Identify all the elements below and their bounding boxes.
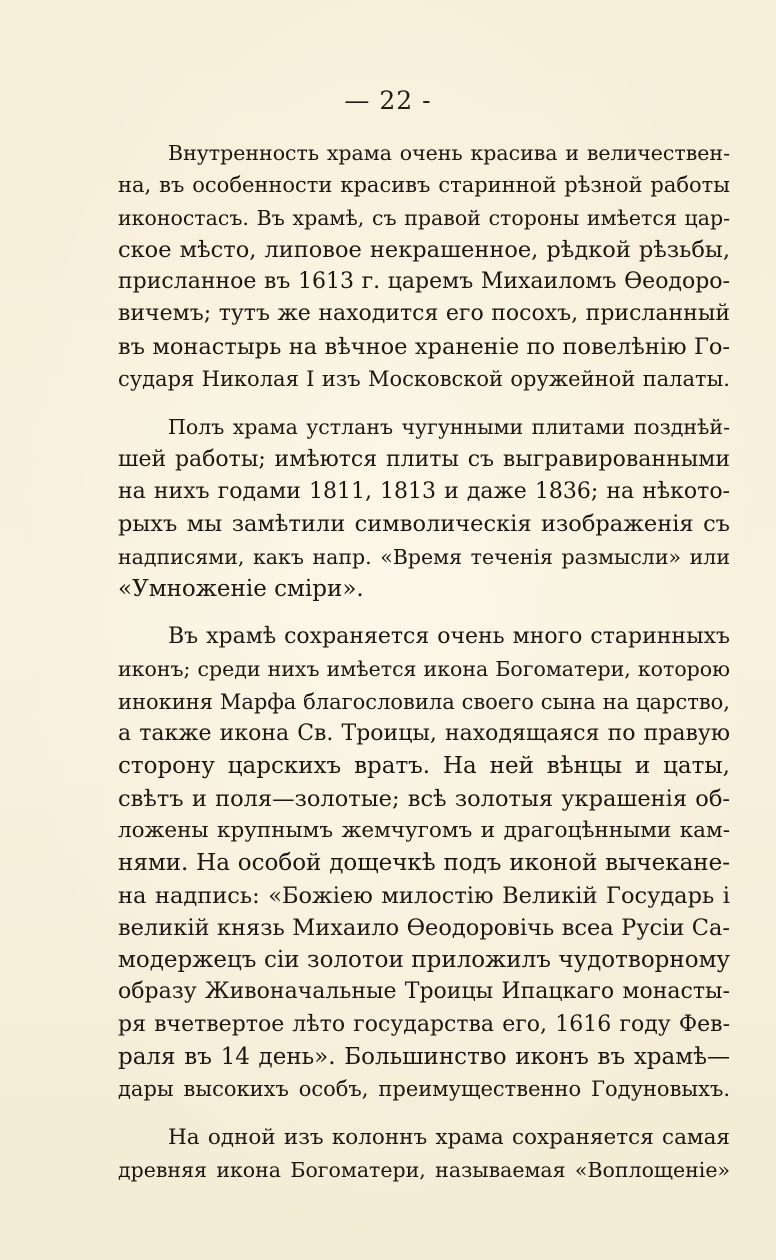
text-line: дары высокихъ особъ, преимущественно Годуновыхъ. — [118, 1077, 730, 1102]
text-line: образу Живоначальные Троицы Ипацкаго монасты- — [118, 979, 730, 1005]
text-line: въ монастырь на вѣчное храненіе по повелѣнію Го- — [118, 333, 730, 360]
page-number: — 22 - — [344, 86, 432, 115]
text-line: Внутренность храма очень красива и величествен- — [168, 141, 730, 165]
text-line: инокиня Марфа благословила своего сына на царство, — [118, 689, 730, 714]
text-line: На одной изъ колоннъ храма сохраняется самая — [168, 1124, 730, 1150]
text-line: свѣтъ и поля—золотые; всѣ золотыя украшенія об- — [118, 785, 730, 812]
paragraph-1 — [118, 137, 730, 395]
text-line: нями. На особой дощечкѣ подъ иконой вычекане- — [118, 850, 730, 877]
text-line: иконостасъ. Въ храмѣ, съ правой стороны имѣется цар- — [118, 205, 730, 230]
paragraph-3 — [118, 621, 730, 1105]
paragraph-2 — [118, 411, 730, 605]
text-line: вичемъ; тутъ же находится его посохъ, присланный — [118, 301, 730, 327]
body-text — [118, 137, 730, 1186]
text-line: «Умноженіе сміри». — [118, 575, 364, 602]
text-line: рыхъ мы замѣтили символическія изображенія съ — [118, 511, 730, 538]
text-line: иконъ; среди нихъ имѣется икона Богоматери, которою — [118, 657, 730, 682]
text-line: а также икона Св. Троицы, находящаяся по правую — [118, 721, 730, 747]
text-line: Въ храмѣ сохраняется очень много старинныхъ — [168, 624, 730, 650]
text-line: модержецъ сіи золотои приложилъ чудотворному — [118, 947, 730, 974]
text-line: великій князь Михаило Ѳеодоровічь всеа Русіи Са- — [118, 914, 730, 941]
text-line: на нихъ годами 1811, 1813 и даже 1836; на нѣкото- — [118, 478, 730, 504]
text-line: древняя икона Богоматери, называемая «Воплощеніе» — [118, 1157, 730, 1182]
text-line: ря вчетвертое лѣто государства его, 1616 году Фев- — [118, 1011, 730, 1037]
text-line: ложены крупнымъ жемчугомъ и драгоцѣнными кам- — [118, 817, 730, 843]
paragraph-4 — [118, 1122, 730, 1187]
text-line: Полъ храма устланъ чугунными плитами позднѣй- — [168, 415, 730, 440]
text-line: сторону царскихъ вратъ. На ней вѣнцы и цаты, — [118, 753, 730, 780]
text-line: раля въ 14 день». Большинство иконъ въ храмѣ— — [118, 1044, 730, 1071]
text-line: на надпись: «Божіею милостію Великій Государь і — [118, 882, 730, 909]
text-line: сударя Николая I изъ Московской оружейной палаты. — [118, 367, 730, 392]
text-line: шей работы; имѣются плиты съ выгравированными — [118, 446, 730, 472]
text-line: на, въ особенности красивъ старинной рѣзной работы — [118, 173, 730, 198]
text-line: присланное въ 1613 г. царемъ Михаиломъ Ѳеодоро- — [118, 269, 730, 295]
text-line: ское мѣсто, липовое некрашенное, рѣдкой рѣзьбы, — [118, 236, 730, 263]
text-line: надписями, какъ напр. «Время теченія размысли» или — [118, 544, 730, 569]
